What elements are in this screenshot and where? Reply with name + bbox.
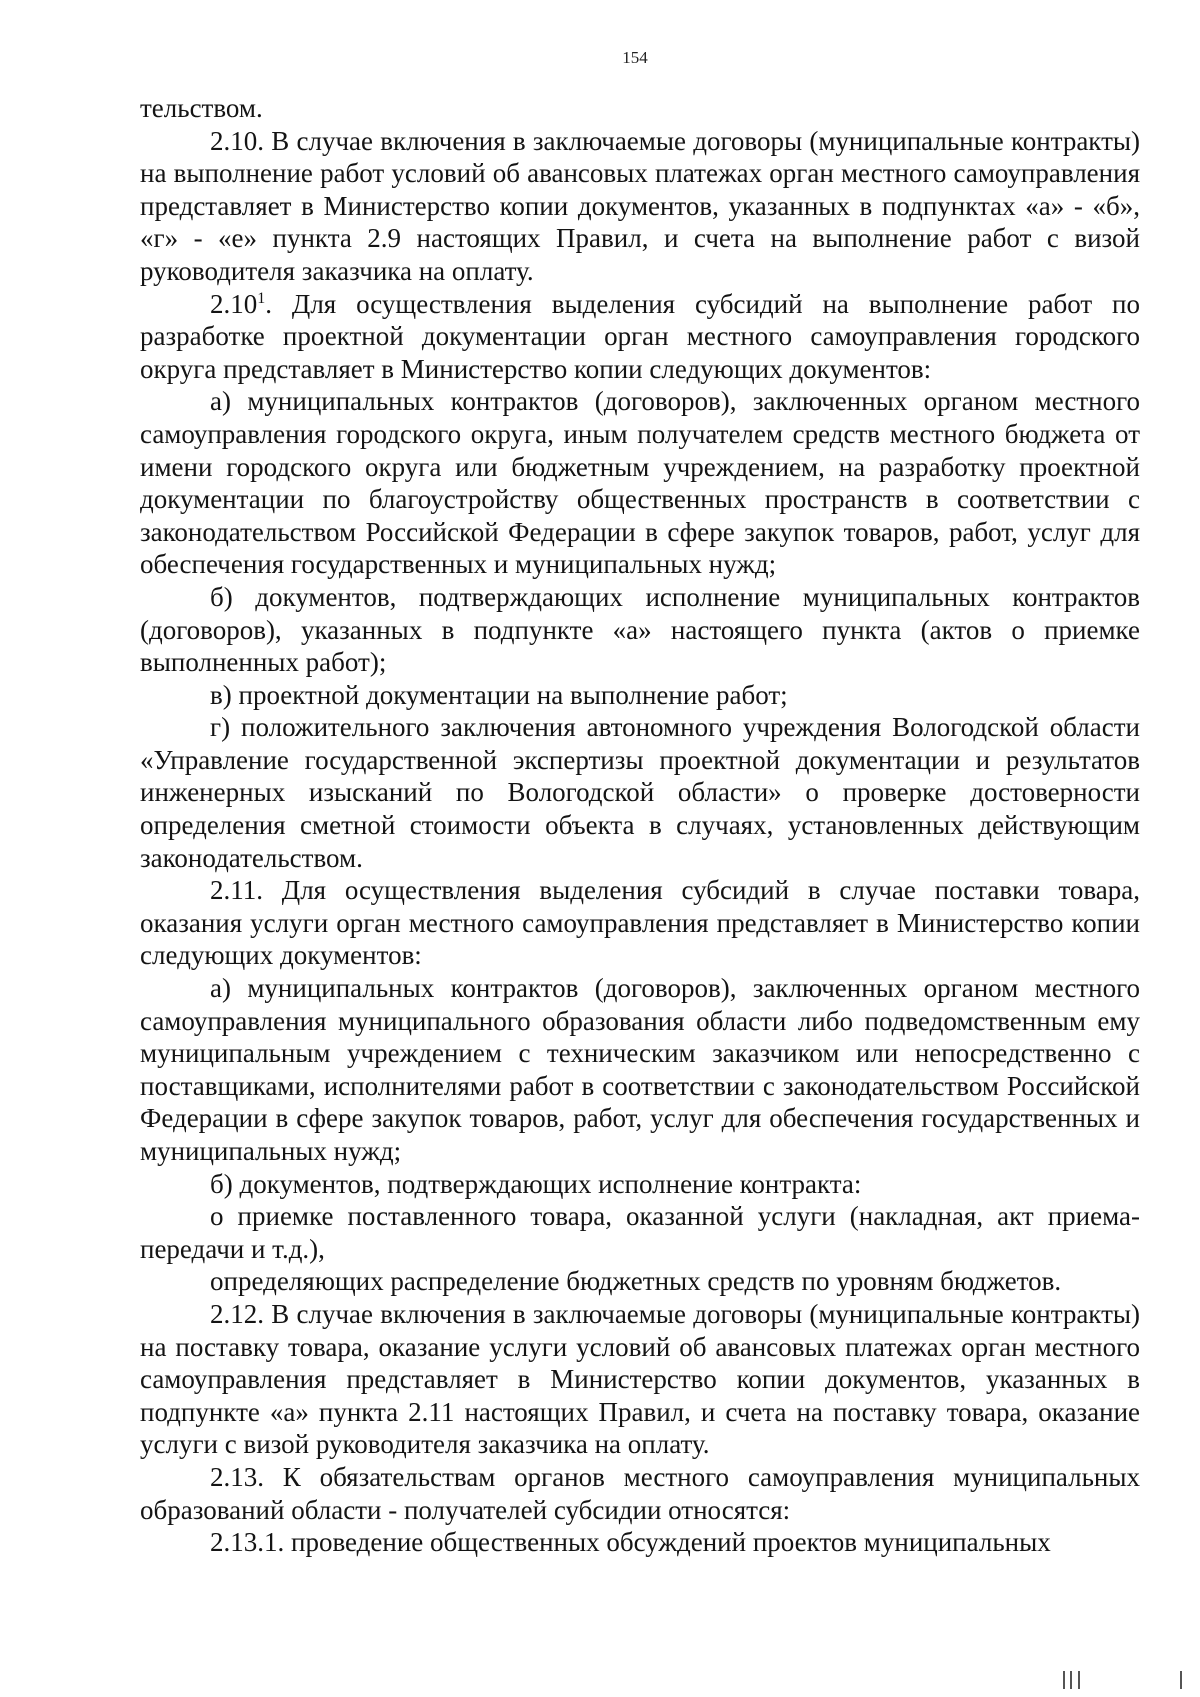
paragraph-2-10-1-v: в) проектной документации на выполнение работ; — [210, 679, 788, 710]
paragraph-2-10-1-b: б) документов, подтверждающих исполнение муниципальных контрактов (договоров), указанных в подпункте «а» настоящего пункта (актов о приемке выполненных работ); — [140, 581, 1140, 678]
paragraph-continuation: тельством. — [140, 93, 263, 123]
document-body — [140, 92, 1140, 1559]
paragraph-2-13: 2.13. К обязательствам органов местного самоуправления муниципальных образований области - получателей субсидии относятся: — [140, 1461, 1140, 1525]
scan-mark — [1063, 1671, 1065, 1689]
page-number: 154 — [622, 48, 648, 67]
paragraph-2-10-1-number: 2.10 — [210, 288, 258, 319]
scan-mark — [1078, 1671, 1080, 1689]
paragraph-2-10-1-a: а) муниципальных контрактов (договоров), заключенных органом местного самоуправления городского округа, иным получателем средств местного бюджета от имени городского округа или бюджетным учреждением, на разработку проектной документации по благоустройству общественных пространств в соответствии с законодательством Российской Федерации в сфере закупок товаров, работ, услуг для обеспечения государственных и муниципальных нужд; — [140, 386, 1140, 580]
paragraph-2-10-1-text: . Для осуществления выделения субсидий на выполнение работ по разработке проектной документации орган местного самоуправления городского округа представляет в Министерство копии следующих документов: — [140, 288, 1140, 384]
paragraph-2-10: 2.10. В случае включения в заключаемые договоры (муниципальные контракты) на выполнение работ условий об авансовых платежах орган местного самоуправления представляет в Министерство копии документов, указанных в подпунктах «а» - «б», «г» - «е» пункта 2.9 настоящих Правил, и счета на выполнение работ с визой руководителя заказчика на оплату. — [140, 125, 1140, 286]
scan-mark — [1070, 1671, 1072, 1689]
paragraph-2-11-b-2: определяющих распределение бюджетных средств по уровням бюджетов. — [210, 1266, 1062, 1297]
paragraph-2-11-a: а) муниципальных контрактов (договоров), заключенных органом местного самоуправления муниципального образования области либо подведомственным ему муниципальным учреждением с техническим заказчиком или непосредственно с поставщиками, исполнителями работ в соответствии с законодательством Российской Федерации в сфере закупок товаров, работ, услуг для обеспечения государственных и муниципальных нужд; — [140, 973, 1140, 1166]
paragraph-2-11-b: б) документов, подтверждающих исполнение контракта: — [210, 1168, 862, 1199]
paragraph-2-11: 2.11. Для осуществления выделения субсидий в случае поставки товара, оказания услуги орган местного самоуправления представляет в Министерство копии следующих документов: — [140, 875, 1140, 971]
paragraph-2-12: 2.12. В случае включения в заключаемые договоры (муниципальные контракты) на поставку товара, оказание услуги условий об авансовых платежах орган местного самоуправления представляет в Министерство копии документов, указанных в подпункте «а» пункта 2.11 настоящих Правил, и счета на поставку товара, оказание услуги с визой руководителя заказчика на оплату. — [140, 1298, 1140, 1460]
superscript-1: 1 — [257, 289, 266, 307]
paragraph-2-10-1-g: г) положительного заключения автономного учреждения Вологодской области «Управление государственной экспертизы проектной документации и результатов инженерных изысканий по Вологодской области» о проверке достоверности определения сметной стоимости объекта в случаях, установленных действующим законодательством. — [140, 712, 1140, 873]
paragraph-2-10-1 — [140, 288, 1140, 386]
paragraph-2-13-1: 2.13.1. проведение общественных обсуждений проектов муниципальных — [210, 1527, 1051, 1558]
scan-mark — [1180, 1671, 1182, 1689]
paragraph-2-11-b-1: о приемке поставленного товара, оказанной услуги (накладная, акт приема-передачи и т.д.), — [140, 1201, 1140, 1264]
